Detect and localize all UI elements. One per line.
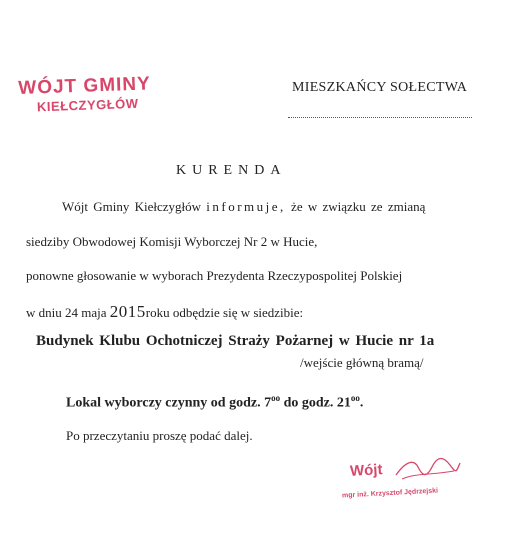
body-line-4-a: w dniu 24 maja [26,305,107,320]
body-line-1-b: informuje, [206,199,286,214]
signatory-name: mgr inż. Krzysztof Jędrzejski [341,487,439,500]
body-line-4 [26,302,303,322]
hours-middle: do godz. 21 [280,395,351,411]
stamp-line-1: WÓJT GMINY [18,73,152,99]
stamp-line-2: KIEŁCZYGŁÓW [36,95,139,115]
body-line-1-c: że w związku ze zmianą [291,199,426,214]
recipient-dotted-line [288,117,472,118]
body-line-4-b: roku odbędzie się w siedzibie: [145,305,304,320]
signature-title-stamp: Wójt [349,461,383,480]
body-line-3: ponowne głosowanie w wyborach Prezydenta Rzeczypospolitej Polskiej [26,268,403,283]
handwritten-signature [392,453,462,485]
hours-close-sup: oo [350,393,360,403]
venue-name: Budynek Klubu Ochotniczej Straży Pożarnej w Hucie nr 1a [36,333,435,349]
hours-suffix: . [359,395,364,411]
recipient-heading: MIESZKAŃCY SOŁECTWA [292,80,468,95]
venue-entrance-note: /wejście główną bramą/ [300,355,424,370]
document-title: KURENDA [176,163,287,178]
opening-hours [66,393,363,412]
election-year: 2015 [109,302,146,321]
hours-open-sup: oo [271,393,281,403]
body-line-2: siedziby Obwodowej Komisji Wyborczej Nr 2 w Hucie, [26,234,318,249]
mayor-stamp [18,73,152,115]
closing-note: Po przeczytaniu proszę podać dalej. [66,428,253,443]
body-line-1 [62,199,425,215]
hours-prefix: Lokal wyborczy czynny od godz. 7 [66,395,272,411]
body-line-1-a: Wójt Gminy Kiełczygłów [62,199,202,214]
